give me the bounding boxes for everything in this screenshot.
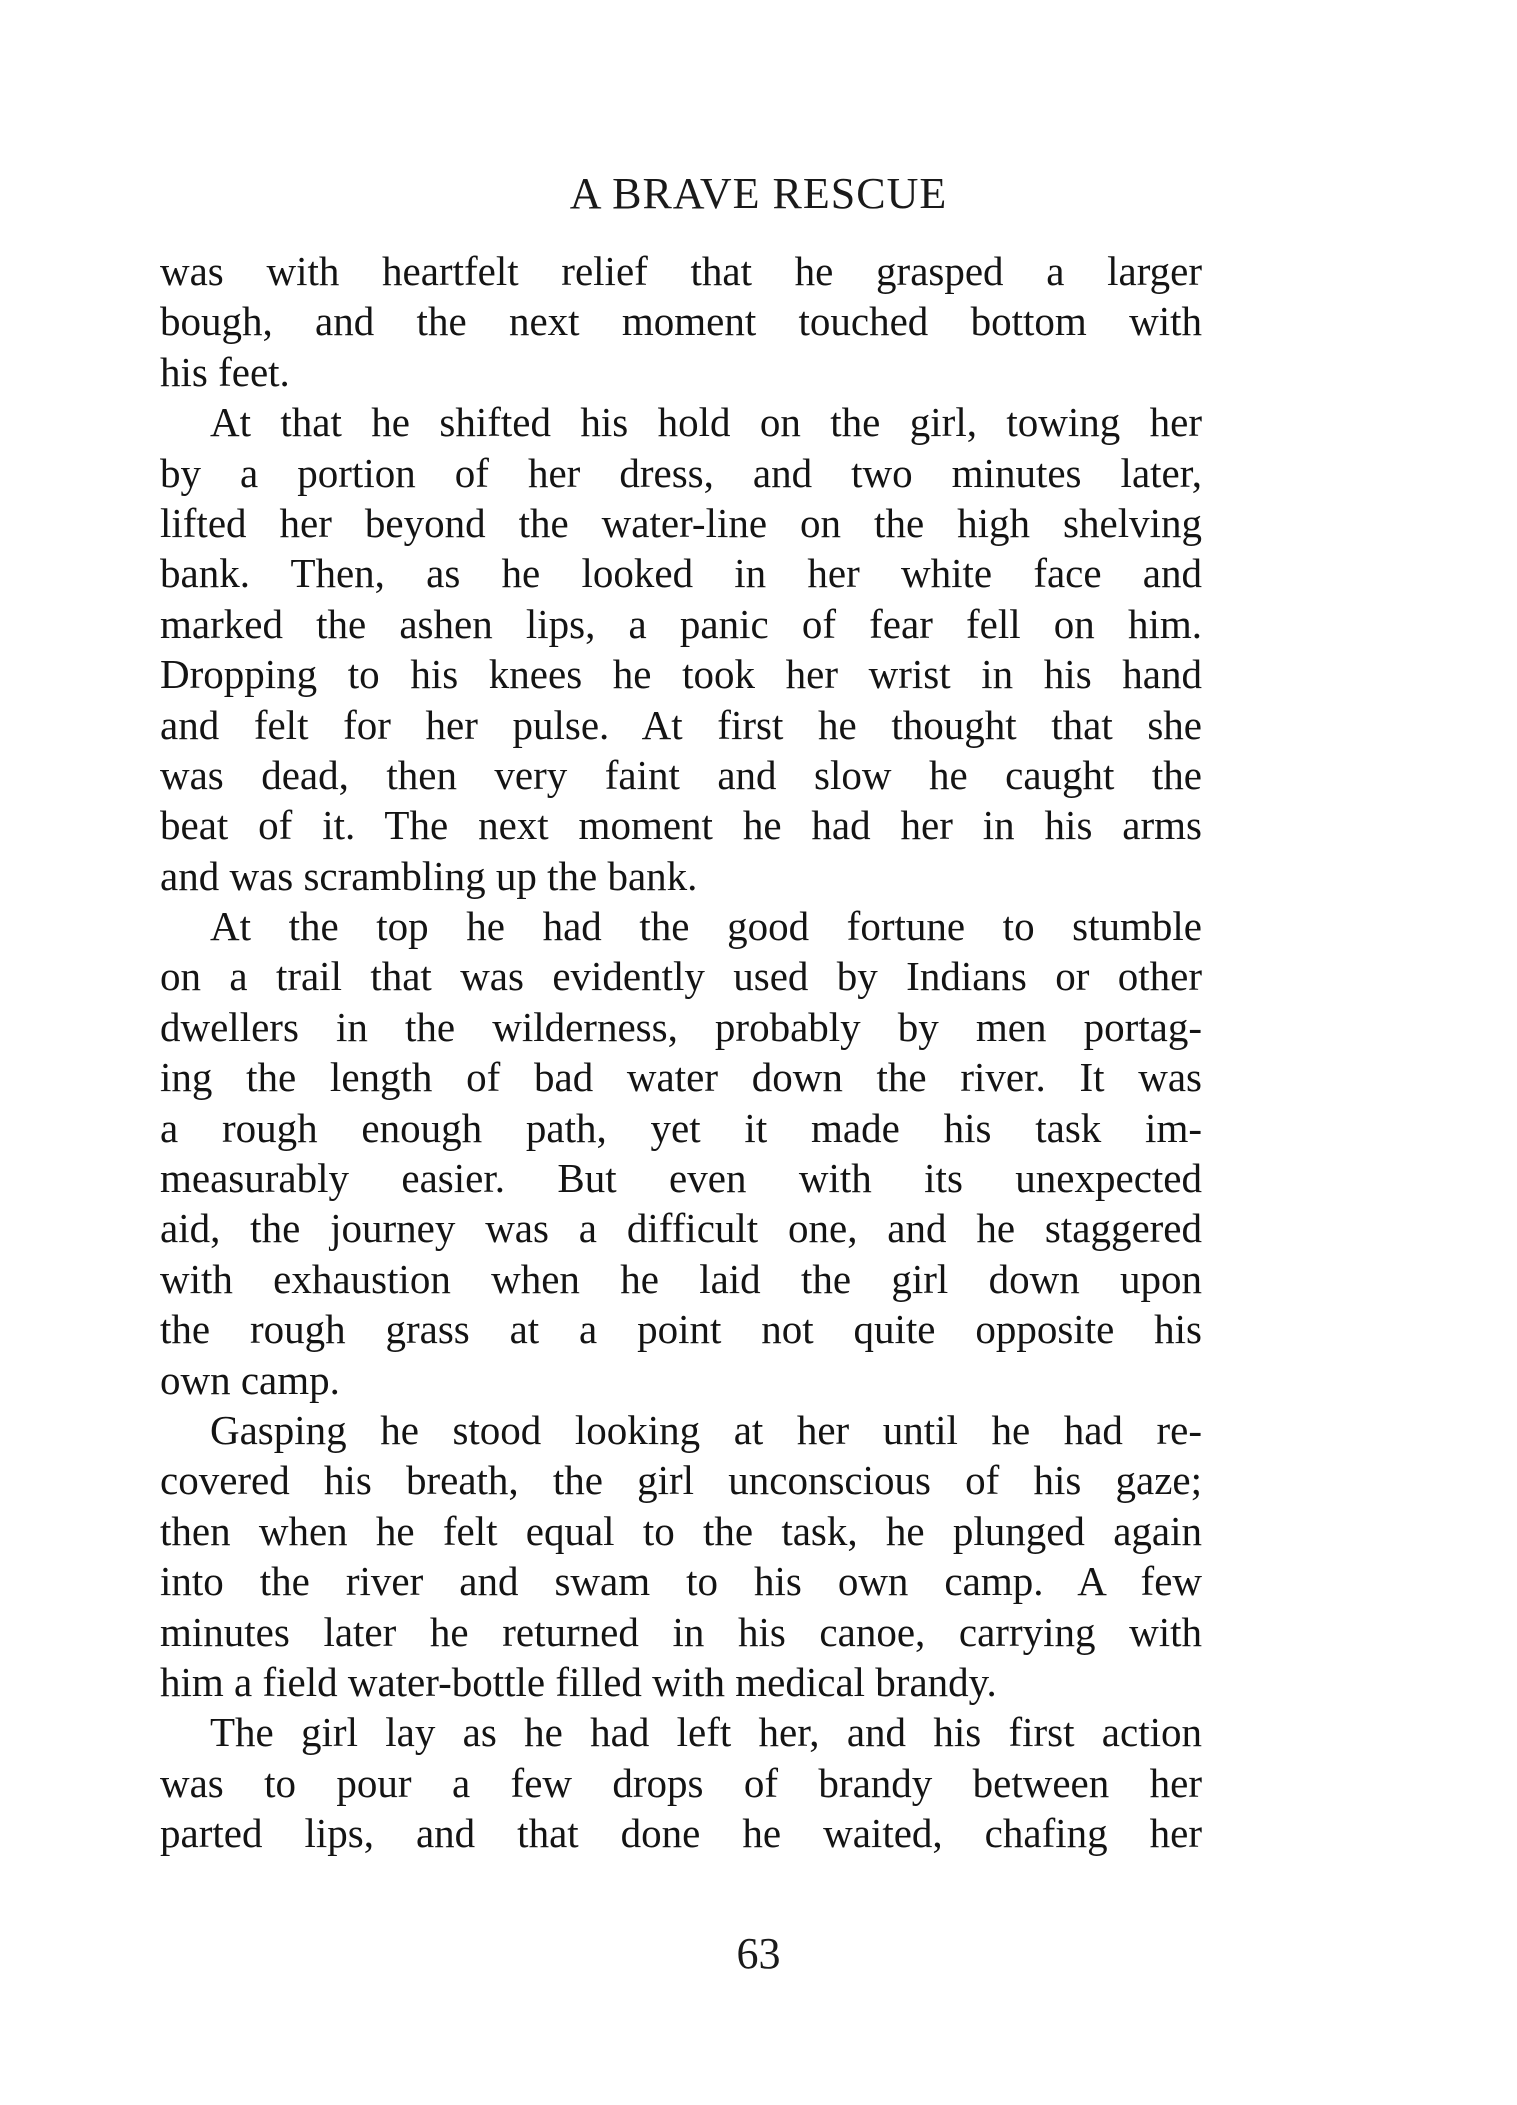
text-line: Dropping to his knees he took her wrist in his hand (160, 651, 1202, 698)
text-line: was dead, then very faint and slow he caught the (160, 751, 1202, 798)
text-line: own camp. (160, 1356, 340, 1403)
text-line: into the river and swam to his own camp. A few (160, 1558, 1202, 1605)
text-line: At that he shifted his hold on the girl, towing her (210, 399, 1202, 446)
running-head: A BRAVE RESCUE (569, 169, 948, 218)
text-line: bough, and the next moment touched bottom with (160, 298, 1202, 345)
text-line: Gasping he stood looking at her until he had re- (210, 1406, 1202, 1453)
text-line: with exhaustion when he laid the girl down upon (160, 1255, 1202, 1302)
text-line: the rough grass at a point not quite opposite his (160, 1306, 1202, 1353)
page-number: 63 (736, 1929, 781, 1978)
text-line: parted lips, and that done he waited, chafing her (160, 1810, 1202, 1857)
text-line: on a trail that was evidently used by Indians or other (160, 953, 1202, 1000)
text-line: him a field water-bottle filled with medical brandy. (160, 1658, 997, 1705)
text-line: bank. Then, as he looked in her white face and (160, 550, 1202, 597)
text-line: The girl lay as he had left her, and his first action (210, 1709, 1202, 1756)
text-line: covered his breath, the girl unconscious of his gaze; (160, 1457, 1202, 1504)
body-text (160, 246, 1202, 1859)
text-line: minutes later he returned in his canoe, carrying with (160, 1608, 1202, 1655)
text-line: and was scrambling up the bank. (160, 852, 698, 899)
text-line: a rough enough path, yet it made his task im- (160, 1104, 1202, 1151)
text-line: lifted her beyond the water-line on the high shelving (160, 499, 1202, 546)
text-line: At the top he had the good fortune to stumble (210, 903, 1202, 950)
text-line: was with heartfelt relief that he grasped a larger (160, 248, 1202, 294)
text-line: dwellers in the wilderness, probably by men portag- (160, 1003, 1202, 1050)
text-line: his feet. (160, 348, 290, 395)
text-line: by a portion of her dress, and two minutes later, (160, 449, 1202, 496)
text-line: marked the ashen lips, a panic of fear fell on him. (160, 600, 1202, 647)
text-line: beat of it. The next moment he had her in his arms (160, 802, 1202, 849)
text-line: was to pour a few drops of brandy between her (160, 1759, 1202, 1806)
text-line: ing the length of bad water down the river. It was (160, 1054, 1202, 1101)
text-line: and felt for her pulse. At first he thought that she (160, 701, 1202, 748)
text-line: then when he felt equal to the task, he plunged again (160, 1507, 1202, 1554)
text-line: measurably easier. But even with its unexpected (160, 1155, 1202, 1202)
text-line: aid, the journey was a difficult one, and he staggered (160, 1205, 1202, 1252)
